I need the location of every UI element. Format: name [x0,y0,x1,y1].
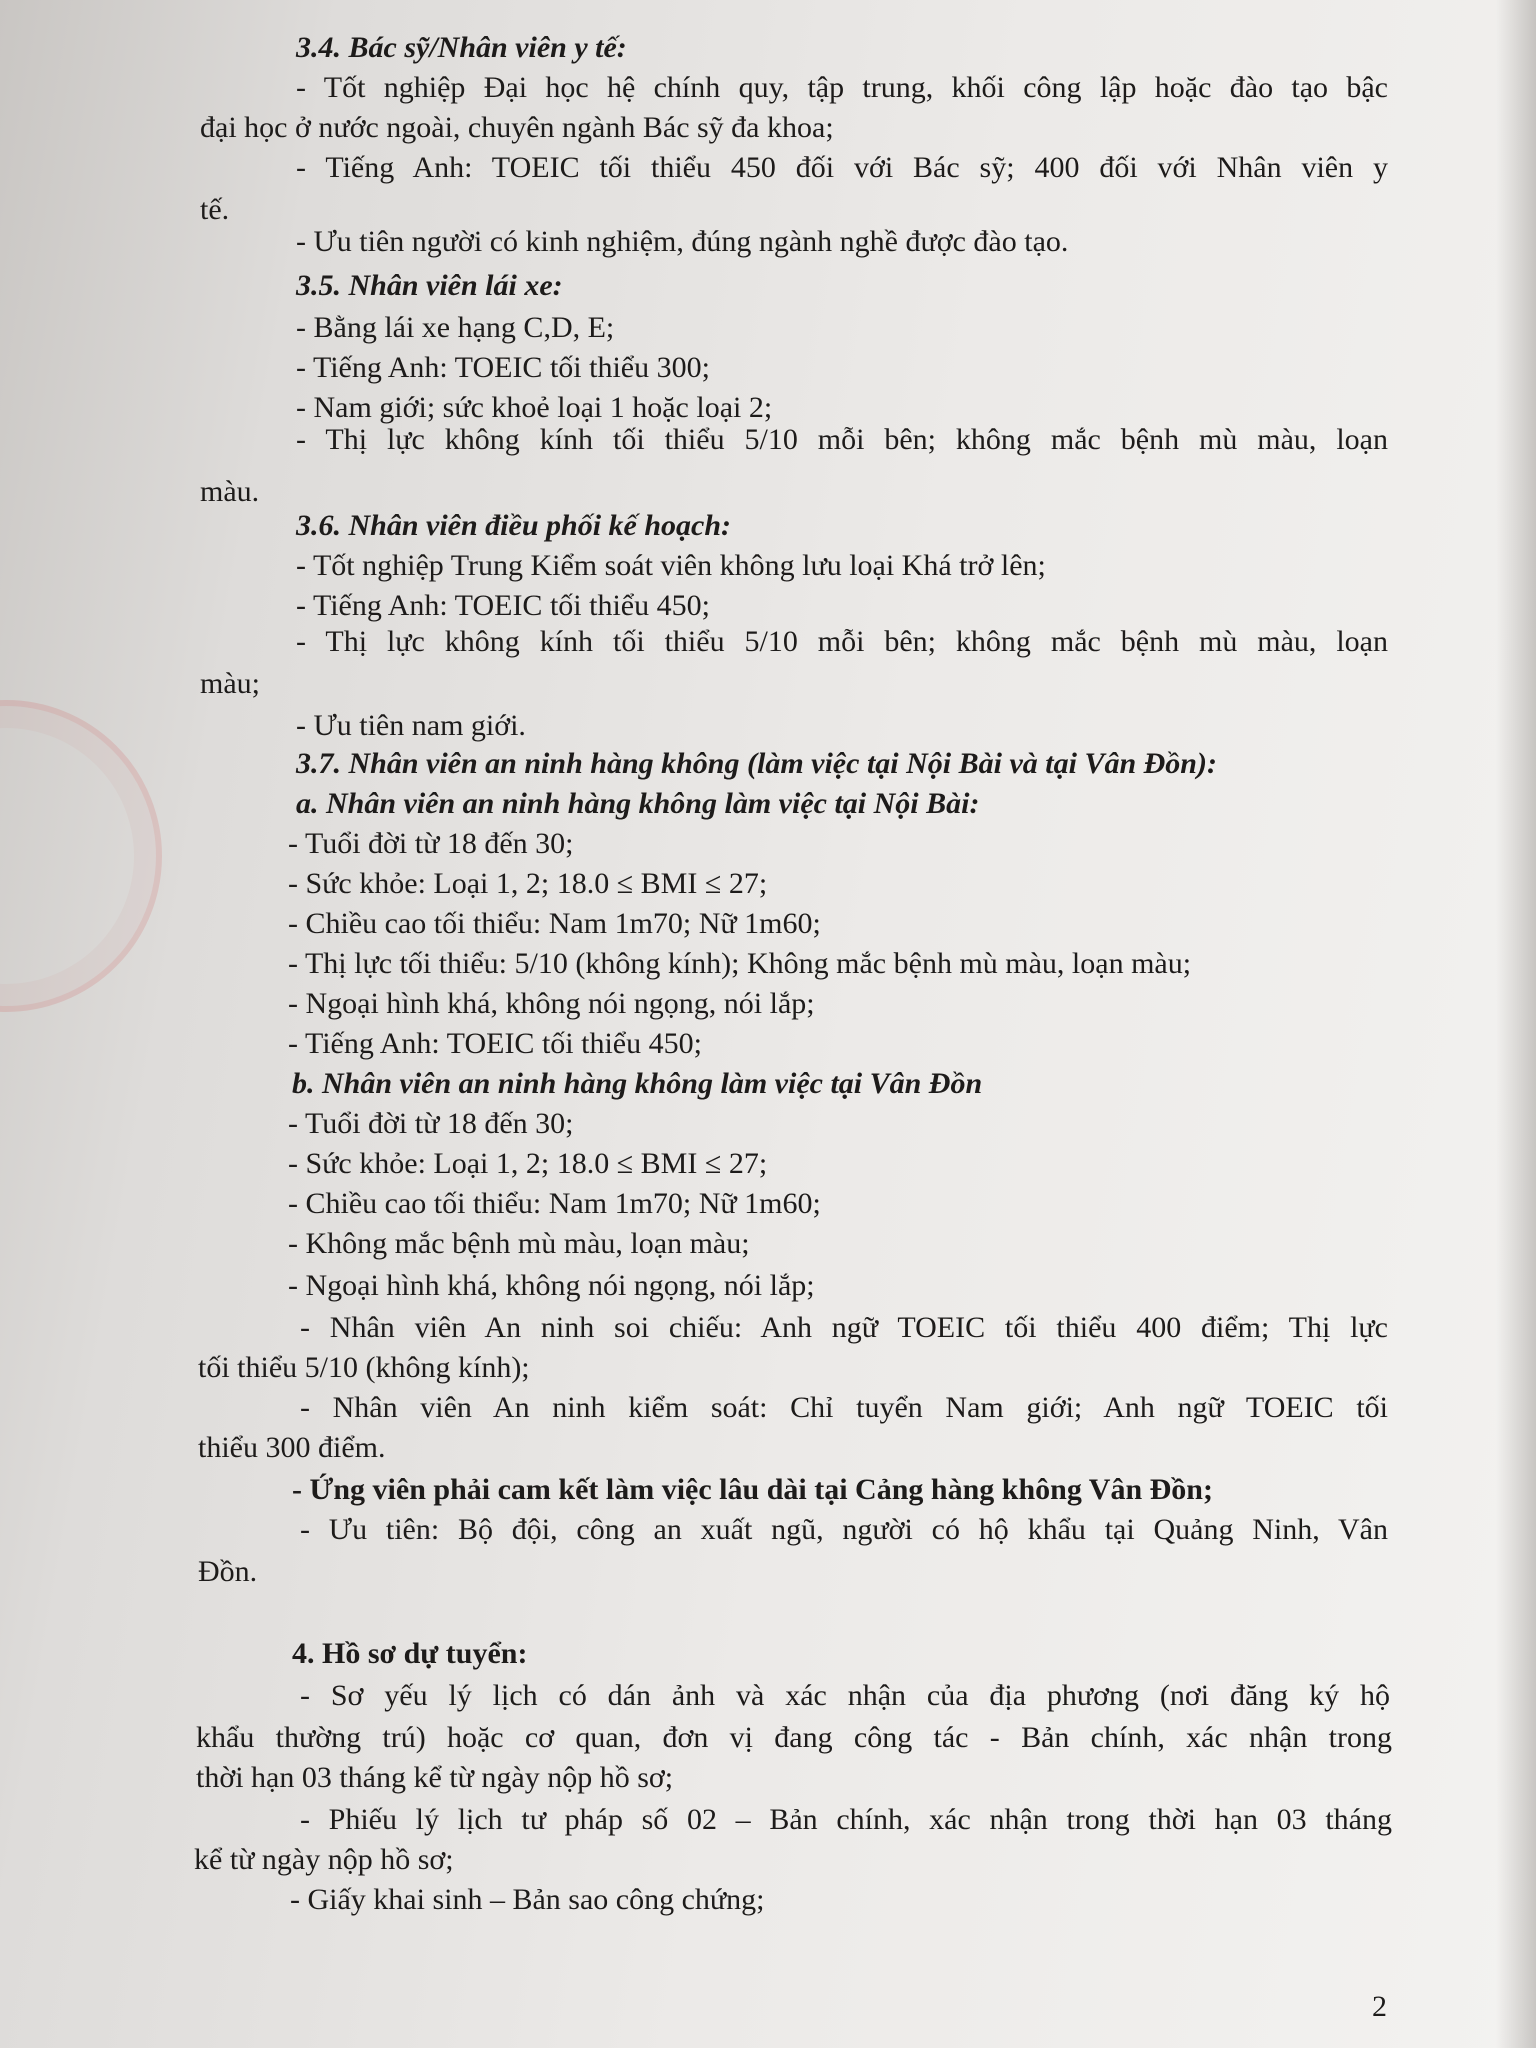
list-item: - Tiếng Anh: TOEIC tối thiểu 300; [296,351,710,384]
list-item: - Phiếu lý lịch tư pháp số 02 – Bản chính, xác nhận trong thời hạn 03 tháng [300,1803,1392,1836]
paragraph-line: - Tiếng Anh: TOEIC tối thiểu 450 đối với Bác sỹ; 400 đối với Nhân viên y [296,151,1388,184]
list-item: - Tiếng Anh: TOEIC tối thiểu 450; [296,589,710,622]
paragraph-line: - Ưu tiên người có kinh nghiệm, đúng ngành nghề được đào tạo. [296,225,1069,258]
heading-4: 4. Hồ sơ dự tuyển: [292,1637,528,1670]
paragraph-line: thiểu 300 điểm. [198,1431,386,1464]
paragraph-line: thời hạn 03 tháng kể từ ngày nộp hồ sơ; [196,1761,674,1794]
paragraph-line: đại học ở nước ngoài, chuyên ngành Bác sỹ đa khoa; [200,111,834,144]
list-item: - Sức khỏe: Loại 1, 2; 18.0 ≤ BMI ≤ 27; [288,867,768,900]
list-item: - Sức khỏe: Loại 1, 2; 18.0 ≤ BMI ≤ 27; [288,1147,768,1180]
list-item: - Ưu tiên: Bộ đội, công an xuất ngũ, người có hộ khẩu tại Quảng Ninh, Vân [300,1513,1388,1546]
subheading-b: b. Nhân viên an ninh hàng không làm việc tại Vân Đồn [292,1067,983,1100]
list-item: - Bằng lái xe hạng C,D, E; [296,311,615,344]
paragraph-line: Đồn. [198,1555,258,1588]
list-item: - Thị lực tối thiểu: 5/10 (không kính); Không mắc bệnh mù màu, loạn màu; [288,947,1192,980]
list-item: - Nhân viên An ninh kiểm soát: Chỉ tuyển Nam giới; Anh ngữ TOEIC tối [300,1391,1388,1424]
commitment-line: - Ứng viên phải cam kết làm việc lâu dài tại Cảng hàng không Vân Đồn; [292,1473,1213,1506]
heading-3-6: 3.6. Nhân viên điều phối kế hoạch: [296,509,732,542]
list-item: - Chiều cao tối thiểu: Nam 1m70; Nữ 1m60; [288,907,821,940]
list-item: - Tuổi đời từ 18 đến 30; [288,827,574,860]
heading-3-4: 3.4. Bác sỹ/Nhân viên y tế: [296,31,627,64]
list-item: - Ngoại hình khá, không nói ngọng, nói lắp; [288,987,815,1020]
paragraph-line: tối thiểu 5/10 (không kính); [198,1351,530,1384]
paragraph-line: - Tốt nghiệp Đại học hệ chính quy, tập trung, khối công lập hoặc đào tạo bậc [296,71,1388,104]
paragraph-line: màu. [200,475,260,508]
heading-3-7: 3.7. Nhân viên an ninh hàng không (làm việc tại Nội Bài và tại Vân Đồn): [296,747,1217,780]
list-item: - Nam giới; sức khoẻ loại 1 hoặc loại 2; [296,391,773,424]
list-item: - Ngoại hình khá, không nói ngọng, nói lắp; [288,1269,815,1302]
paragraph-line: khẩu thường trú) hoặc cơ quan, đơn vị đang công tác - Bản chính, xác nhận trong [196,1721,1392,1754]
list-item: - Chiều cao tối thiểu: Nam 1m70; Nữ 1m60; [288,1187,821,1220]
list-item: - Sơ yếu lý lịch có dán ảnh và xác nhận của địa phương (nơi đăng ký hộ [300,1679,1390,1712]
list-item: - Tốt nghiệp Trung Kiểm soát viên không lưu loại Khá trở lên; [296,549,1046,582]
heading-3-5: 3.5. Nhân viên lái xe: [296,269,563,302]
paragraph-line: màu; [200,667,260,700]
list-item: - Thị lực không kính tối thiểu 5/10 mỗi bên; không mắc bệnh mù màu, loạn [296,625,1388,658]
paragraph-line: kể từ ngày nộp hồ sơ; [194,1843,454,1876]
page-edge-shadow [1496,0,1536,2048]
list-item: - Nhân viên An ninh soi chiếu: Anh ngữ TOEIC tối thiểu 400 điểm; Thị lực [300,1311,1388,1344]
list-item: - Ưu tiên nam giới. [296,709,526,742]
page-number: 2 [1372,1990,1387,2023]
list-item: - Thị lực không kính tối thiểu 5/10 mỗi bên; không mắc bệnh mù màu, loạn [296,423,1388,456]
subheading-a: a. Nhân viên an ninh hàng không làm việc tại Nội Bài: [296,787,980,820]
list-item: - Không mắc bệnh mù màu, loạn màu; [288,1227,750,1260]
paragraph-line: tế. [200,193,230,226]
list-item: - Tuổi đời từ 18 đến 30; [288,1107,574,1140]
list-item: - Tiếng Anh: TOEIC tối thiểu 450; [288,1027,702,1060]
red-stamp-ghost [0,700,162,1012]
list-item: - Giấy khai sinh – Bản sao công chứng; [290,1883,765,1916]
